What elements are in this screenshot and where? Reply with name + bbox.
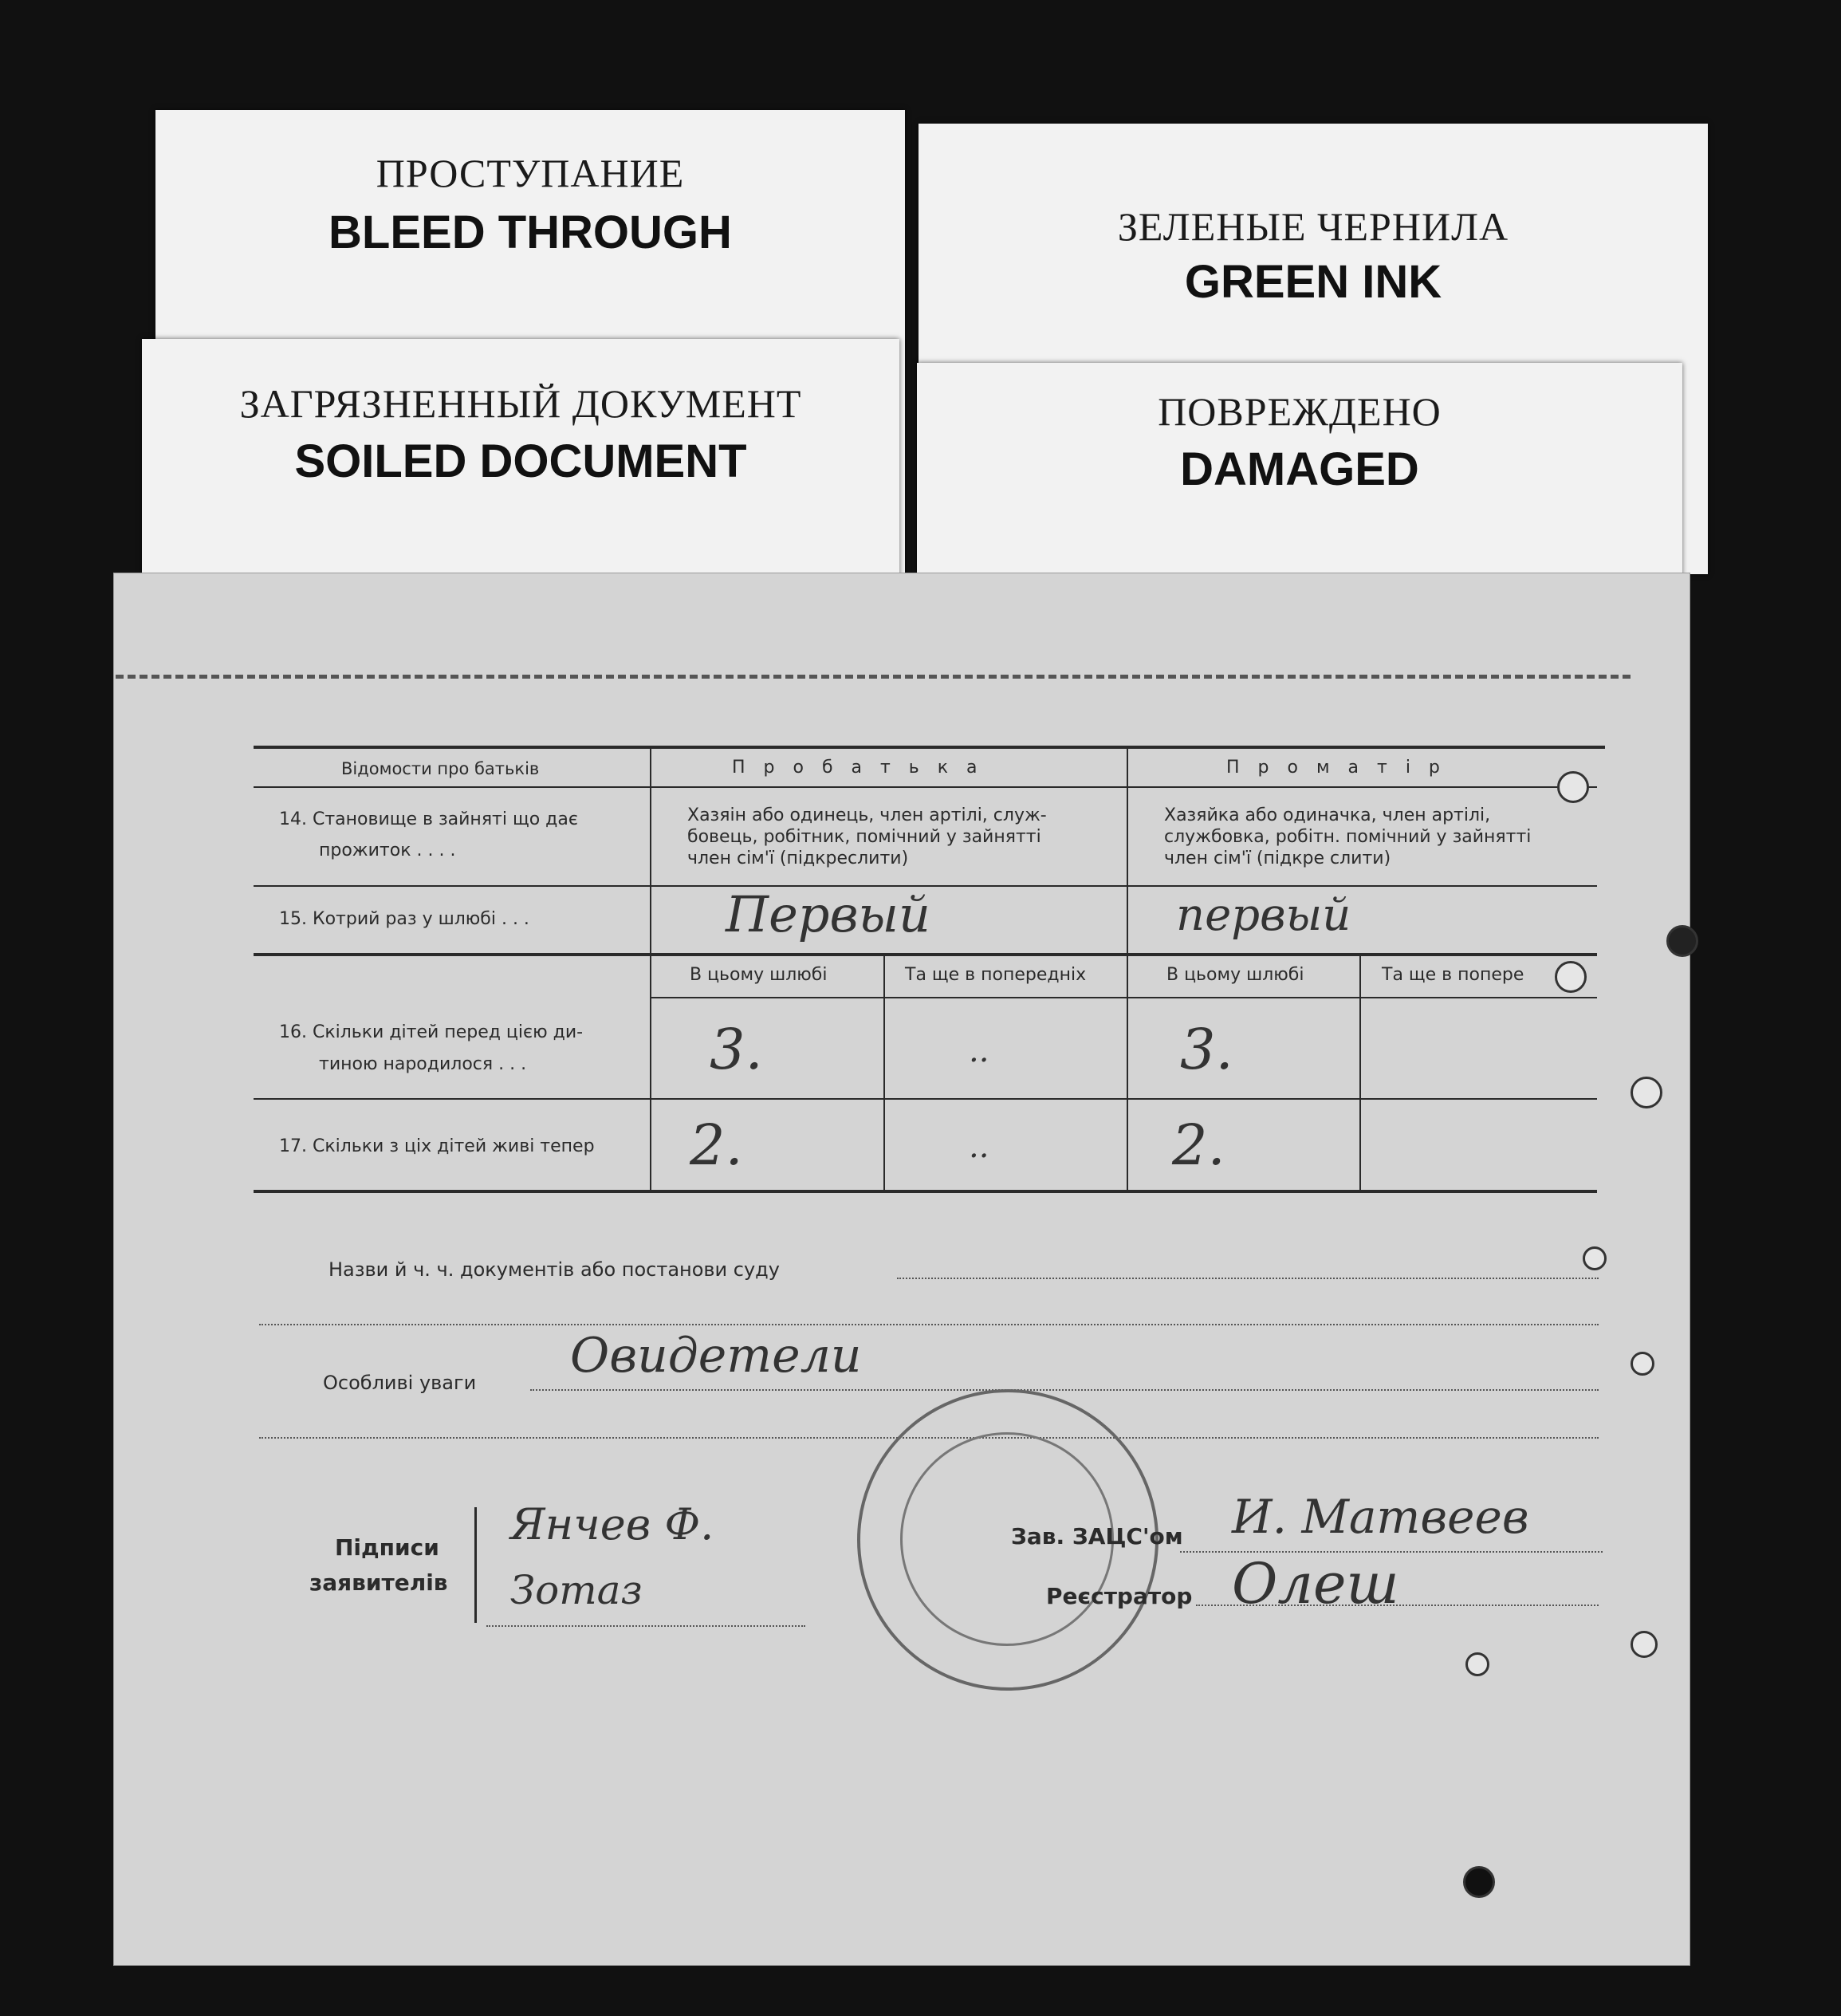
subheader-father-previous: Та ще в попередніх — [905, 965, 1087, 985]
documents-line — [259, 1324, 1599, 1325]
row14-label: 14. Становище в зайняті що дає — [279, 809, 578, 829]
signature-line — [486, 1625, 805, 1627]
row16-mother-this: 3. — [1180, 1017, 1233, 1082]
row16-label: тиною народилося . . . — [319, 1054, 527, 1074]
row17-father-this: 2. — [690, 1112, 743, 1178]
signature-applicant-2: Зотаз — [510, 1567, 643, 1613]
damage-hole — [1463, 1866, 1495, 1898]
table-rule — [254, 746, 1605, 749]
table-divider — [1359, 955, 1361, 1191]
signatures-label: заявителів — [309, 1569, 448, 1596]
head-signature: И. Матвеев — [1232, 1490, 1529, 1544]
registrar-label: Реєстратор — [1046, 1583, 1193, 1609]
documents-line — [897, 1278, 1599, 1279]
registrar-signature: Олеш — [1232, 1551, 1399, 1616]
subheader-mother-this: В цьому шлюбі — [1166, 965, 1304, 985]
perforation-line — [116, 675, 1631, 679]
damage-hole — [1557, 771, 1589, 803]
row14-father-options: член сім'ї (підкреслити) — [687, 849, 909, 868]
documents-label: Назви й ч. ч. документів або постанови суду — [328, 1258, 780, 1281]
subheader-father-this: В цьому шлюбі — [690, 965, 828, 985]
table-rule — [254, 1098, 1597, 1100]
row14-father-options: Хазяін або одинець, член артілі, служ- — [687, 805, 1047, 825]
row15-label: 15. Котрий раз у шлюбі . . . — [279, 909, 529, 929]
damage-hole — [1666, 925, 1698, 957]
damage-hole — [1583, 1246, 1607, 1270]
damage-hole — [1631, 1631, 1658, 1658]
card-ru-label: ЗАГРЯЗНЕННЫЙ ДОКУМЕНТ — [239, 381, 802, 426]
card-ru-label: ЗЕЛЕНЫЕ ЧЕРНИЛА — [1117, 204, 1509, 249]
card-en-label: GREEN INK — [1184, 256, 1442, 308]
signature-brace — [474, 1507, 477, 1623]
row16-label: 16. Скільки дітей перед цією ди- — [279, 1022, 584, 1042]
table-rule — [254, 953, 1597, 956]
row15-father-value: Первый — [726, 885, 930, 943]
table-rule — [254, 1190, 1597, 1193]
damage-hole — [1555, 961, 1587, 993]
signatures-label: Підписи — [335, 1534, 439, 1561]
damage-hole — [1631, 1077, 1662, 1108]
notes-label: Особливі уваги — [323, 1372, 477, 1394]
table-divider — [883, 955, 885, 1191]
row14-mother-options: член сім'ї (підкре слити) — [1164, 849, 1391, 868]
card-ru-label: ПОВРЕЖДЕНО — [1158, 389, 1442, 434]
damage-hole — [1631, 1352, 1654, 1376]
header-mother: П р о м а т і р — [1226, 758, 1446, 778]
table-divider — [1127, 747, 1128, 1191]
notes-line — [530, 1389, 1599, 1391]
card-en-label: SOILED DOCUMENT — [294, 435, 747, 487]
header-father: П р о б а т ь к а — [732, 758, 984, 778]
row17-label: 17. Скільки з ціх дітей живі тепер — [279, 1136, 595, 1156]
row17-father-previous: .. — [969, 1128, 989, 1165]
signature-applicant-1: Янчев Ф. — [510, 1499, 714, 1549]
card-soiled-document — [142, 339, 899, 578]
row15-mother-value: первый — [1176, 889, 1351, 941]
row17-mother-this: 2. — [1172, 1112, 1225, 1178]
header-parents-info: Відомости про батьків — [341, 759, 540, 778]
table-divider — [650, 747, 651, 1191]
card-damaged — [917, 363, 1682, 578]
table-rule — [254, 786, 1597, 788]
row14-father-options: бовець, робітник, помічний у зайнятті — [687, 827, 1041, 847]
row14-mother-options: службовка, робітн. помічний у зайнятті — [1164, 827, 1532, 847]
row16-father-this: 3. — [710, 1017, 763, 1082]
head-label: Зав. ЗАЦС'ом — [1011, 1523, 1183, 1549]
subheader-mother-previous: Та ще в попере — [1382, 965, 1524, 985]
row14-label: прожиток . . . . — [319, 841, 456, 860]
card-ru-label: ПРОСТУПАНИЕ — [376, 151, 685, 195]
row14-mother-options: Хазяйка або одиначка, член артілі, — [1164, 805, 1491, 825]
card-en-label: BLEED THROUGH — [328, 207, 732, 258]
registrar-line — [1196, 1605, 1599, 1606]
card-en-label: DAMAGED — [1180, 443, 1419, 495]
row16-father-previous: .. — [969, 1033, 989, 1069]
table-rule — [650, 997, 1597, 998]
notes-value: Овидетели — [570, 1328, 862, 1384]
damage-hole — [1465, 1652, 1489, 1676]
